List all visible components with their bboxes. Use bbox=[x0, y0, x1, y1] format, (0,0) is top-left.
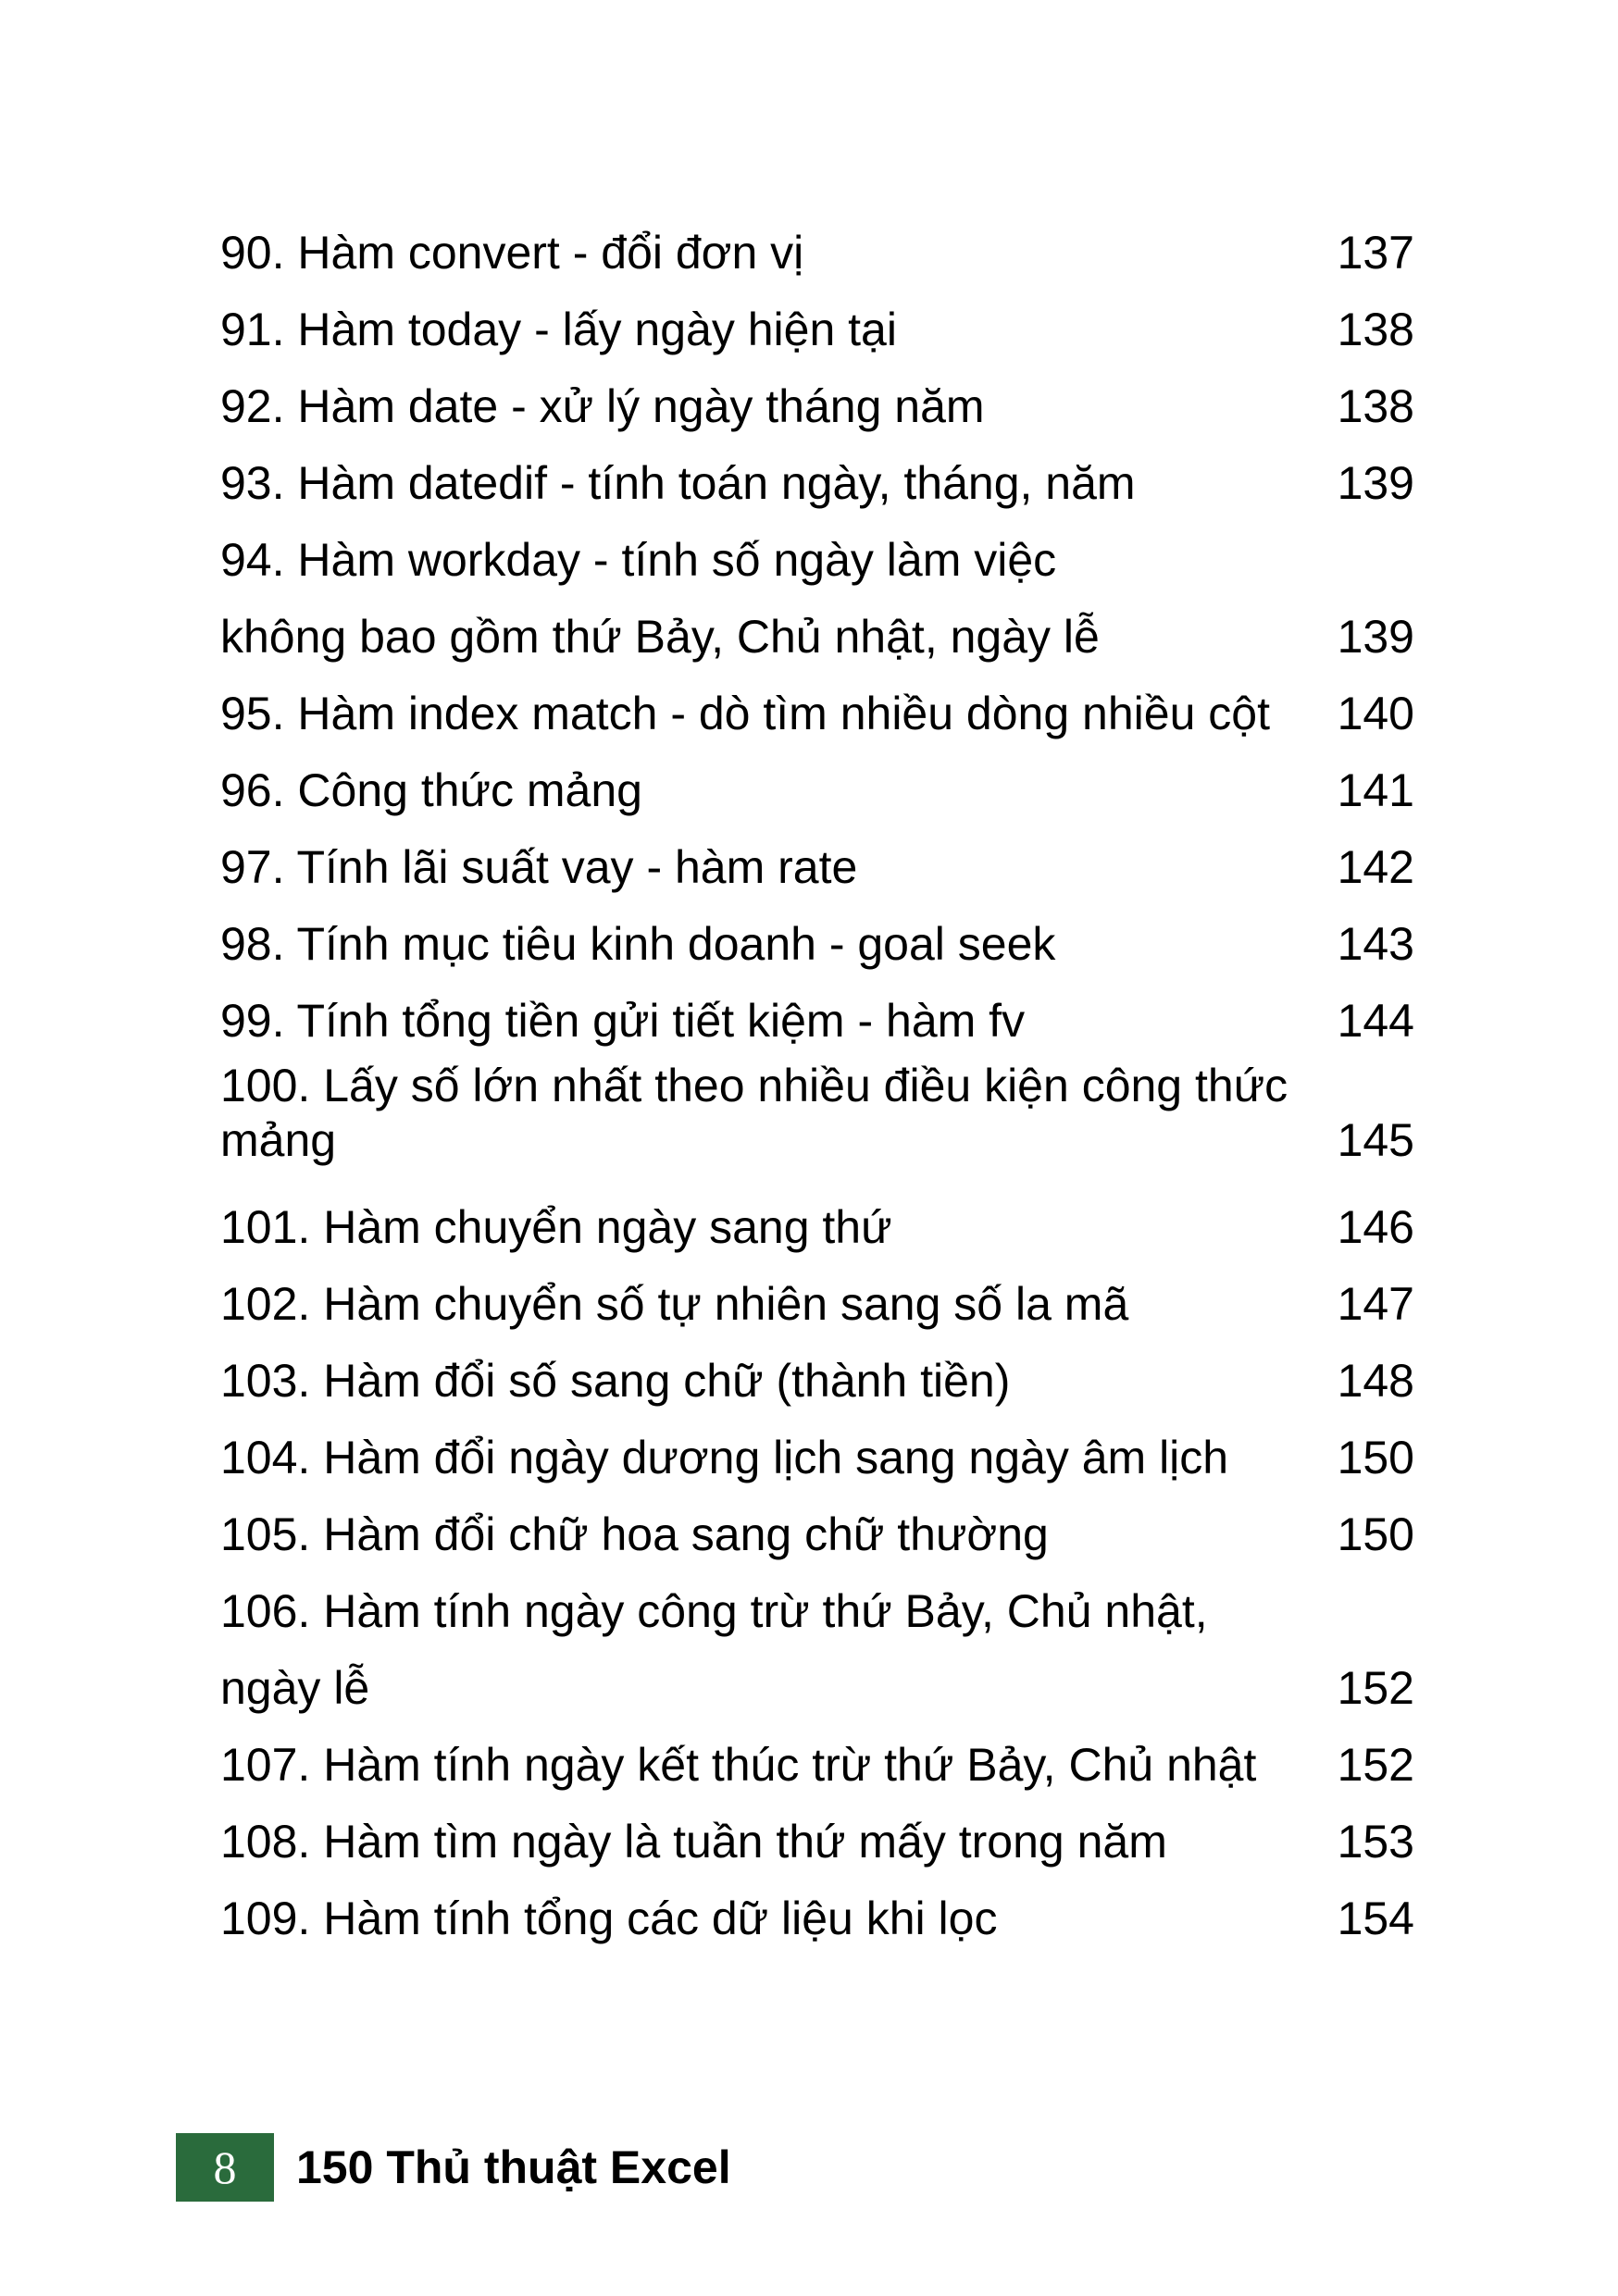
toc-entry-line bbox=[220, 368, 1414, 445]
toc-entry-line bbox=[220, 522, 1414, 599]
toc-entry-title: 104. Hàm đổi ngày dương lịch sang ngày âm lịch bbox=[220, 1432, 1229, 1483]
toc-entry-line bbox=[220, 906, 1414, 983]
toc-entry-title: 102. Hàm chuyển số tự nhiên sang số la mã bbox=[220, 1278, 1129, 1330]
toc-entry bbox=[220, 1727, 1414, 1804]
toc-entry bbox=[220, 906, 1414, 983]
toc-entry-title: 108. Hàm tìm ngày là tuần thứ mấy trong năm bbox=[220, 1816, 1167, 1868]
toc-entry-title: không bao gồm thứ Bảy, Chủ nhật, ngày lễ bbox=[220, 611, 1100, 663]
toc-entry bbox=[220, 1060, 1414, 1167]
toc-entry-title: 92. Hàm date - xử lý ngày tháng năm bbox=[220, 380, 985, 432]
toc-entry bbox=[220, 1880, 1414, 1957]
toc-entry-page: 144 bbox=[1337, 995, 1414, 1047]
toc-entry-title: 100. Lấy số lớn nhất theo nhiều điều kiện công thức bbox=[220, 1060, 1288, 1111]
toc-entry-line bbox=[220, 1189, 1414, 1266]
toc-entry-page: 153 bbox=[1337, 1816, 1414, 1868]
toc-entry bbox=[220, 1496, 1414, 1573]
toc-entry-title: 98. Tính mục tiêu kinh doanh - goal seek bbox=[220, 918, 1056, 970]
toc-entry bbox=[220, 445, 1414, 522]
toc-entry-line bbox=[220, 752, 1414, 829]
toc-entry bbox=[220, 1420, 1414, 1496]
toc-entry-line bbox=[220, 1266, 1414, 1343]
toc-entry-title: 97. Tính lãi suất vay - hàm rate bbox=[220, 841, 858, 893]
toc-entry bbox=[220, 1804, 1414, 1880]
page-footer bbox=[176, 2133, 731, 2202]
toc-entry-line bbox=[220, 215, 1414, 292]
toc-entry-page: 154 bbox=[1337, 1893, 1414, 1944]
toc-entry-title: 94. Hàm workday - tính số ngày làm việc bbox=[220, 534, 1057, 586]
toc-entry-title: 90. Hàm convert - đổi đơn vị bbox=[220, 227, 804, 279]
toc-entry-title: 101. Hàm chuyển ngày sang thứ bbox=[220, 1201, 892, 1253]
toc-entry-line bbox=[220, 599, 1414, 676]
toc-entry-title: mảng bbox=[220, 1114, 337, 1166]
toc-entry-line bbox=[220, 829, 1414, 906]
toc-entry bbox=[220, 983, 1414, 1060]
toc-entry-line bbox=[220, 1727, 1414, 1804]
toc-entry-title: 93. Hàm datedif - tính toán ngày, tháng, năm bbox=[220, 457, 1136, 509]
toc-entry bbox=[220, 1343, 1414, 1420]
toc-entry bbox=[220, 829, 1414, 906]
toc-entry bbox=[220, 752, 1414, 829]
toc-entry-title: 107. Hàm tính ngày kết thúc trừ thứ Bảy, Chủ nhật bbox=[220, 1739, 1257, 1791]
toc-entry bbox=[220, 215, 1414, 292]
toc-entry bbox=[220, 676, 1414, 752]
toc-entry-page: 152 bbox=[1337, 1739, 1414, 1791]
toc-entry-page: 145 bbox=[1337, 1114, 1414, 1166]
toc-entry-page: 150 bbox=[1337, 1432, 1414, 1483]
toc-entry-title: ngày lễ bbox=[220, 1662, 370, 1714]
toc-entry-line bbox=[220, 1343, 1414, 1420]
toc-entry bbox=[220, 368, 1414, 445]
toc-entry-page: 137 bbox=[1337, 227, 1414, 279]
book-title: 150 Thủ thuật Excel bbox=[296, 2141, 731, 2193]
toc-entry-page: 147 bbox=[1337, 1278, 1414, 1330]
toc-entry-line bbox=[220, 292, 1414, 368]
toc-entry-line bbox=[220, 1496, 1414, 1573]
toc-entry-title: 96. Công thức mảng bbox=[220, 764, 642, 816]
toc-entry-page: 138 bbox=[1337, 380, 1414, 432]
toc-entry-line bbox=[220, 983, 1414, 1060]
table-of-contents bbox=[220, 215, 1414, 1957]
toc-entry-page: 138 bbox=[1337, 304, 1414, 355]
toc-entry-page: 148 bbox=[1337, 1355, 1414, 1407]
toc-entry-line bbox=[220, 1804, 1414, 1880]
toc-entry-title: 105. Hàm đổi chữ hoa sang chữ thường bbox=[220, 1508, 1049, 1560]
toc-entry bbox=[220, 1266, 1414, 1343]
toc-entry-line bbox=[220, 676, 1414, 752]
toc-entry bbox=[220, 1573, 1414, 1727]
toc-entry-page: 141 bbox=[1337, 764, 1414, 816]
toc-entry-page: 152 bbox=[1337, 1662, 1414, 1714]
page-number-badge: 8 bbox=[176, 2133, 274, 2202]
toc-entry bbox=[220, 292, 1414, 368]
toc-entry bbox=[220, 1189, 1414, 1266]
toc-entry-page: 150 bbox=[1337, 1508, 1414, 1560]
toc-entry-page: 139 bbox=[1337, 611, 1414, 663]
toc-entry-page: 143 bbox=[1337, 918, 1414, 970]
toc-entry-line bbox=[220, 1420, 1414, 1496]
toc-entry-line bbox=[220, 1114, 1414, 1167]
toc-entry-line bbox=[220, 445, 1414, 522]
toc-entry-page: 146 bbox=[1337, 1201, 1414, 1253]
toc-entry-line bbox=[220, 1060, 1414, 1112]
toc-entry-line bbox=[220, 1880, 1414, 1957]
toc-entry-line bbox=[220, 1650, 1414, 1727]
toc-entry bbox=[220, 522, 1414, 676]
toc-entry-page: 140 bbox=[1337, 688, 1414, 739]
toc-entry-title: 95. Hàm index match - dò tìm nhiều dòng nhiều cột bbox=[220, 688, 1270, 739]
toc-entry-title: 109. Hàm tính tổng các dữ liệu khi lọc bbox=[220, 1893, 998, 1944]
toc-entry-page: 142 bbox=[1337, 841, 1414, 893]
toc-entry-line bbox=[220, 1573, 1414, 1650]
toc-entry-title: 106. Hàm tính ngày công trừ thứ Bảy, Chủ nhật, bbox=[220, 1585, 1208, 1637]
toc-entry-title: 91. Hàm today - lấy ngày hiện tại bbox=[220, 304, 897, 355]
toc-entry-title: 103. Hàm đổi số sang chữ (thành tiền) bbox=[220, 1355, 1011, 1407]
toc-entry-title: 99. Tính tổng tiền gửi tiết kiệm - hàm fv bbox=[220, 995, 1026, 1047]
toc-entry-page: 139 bbox=[1337, 457, 1414, 509]
